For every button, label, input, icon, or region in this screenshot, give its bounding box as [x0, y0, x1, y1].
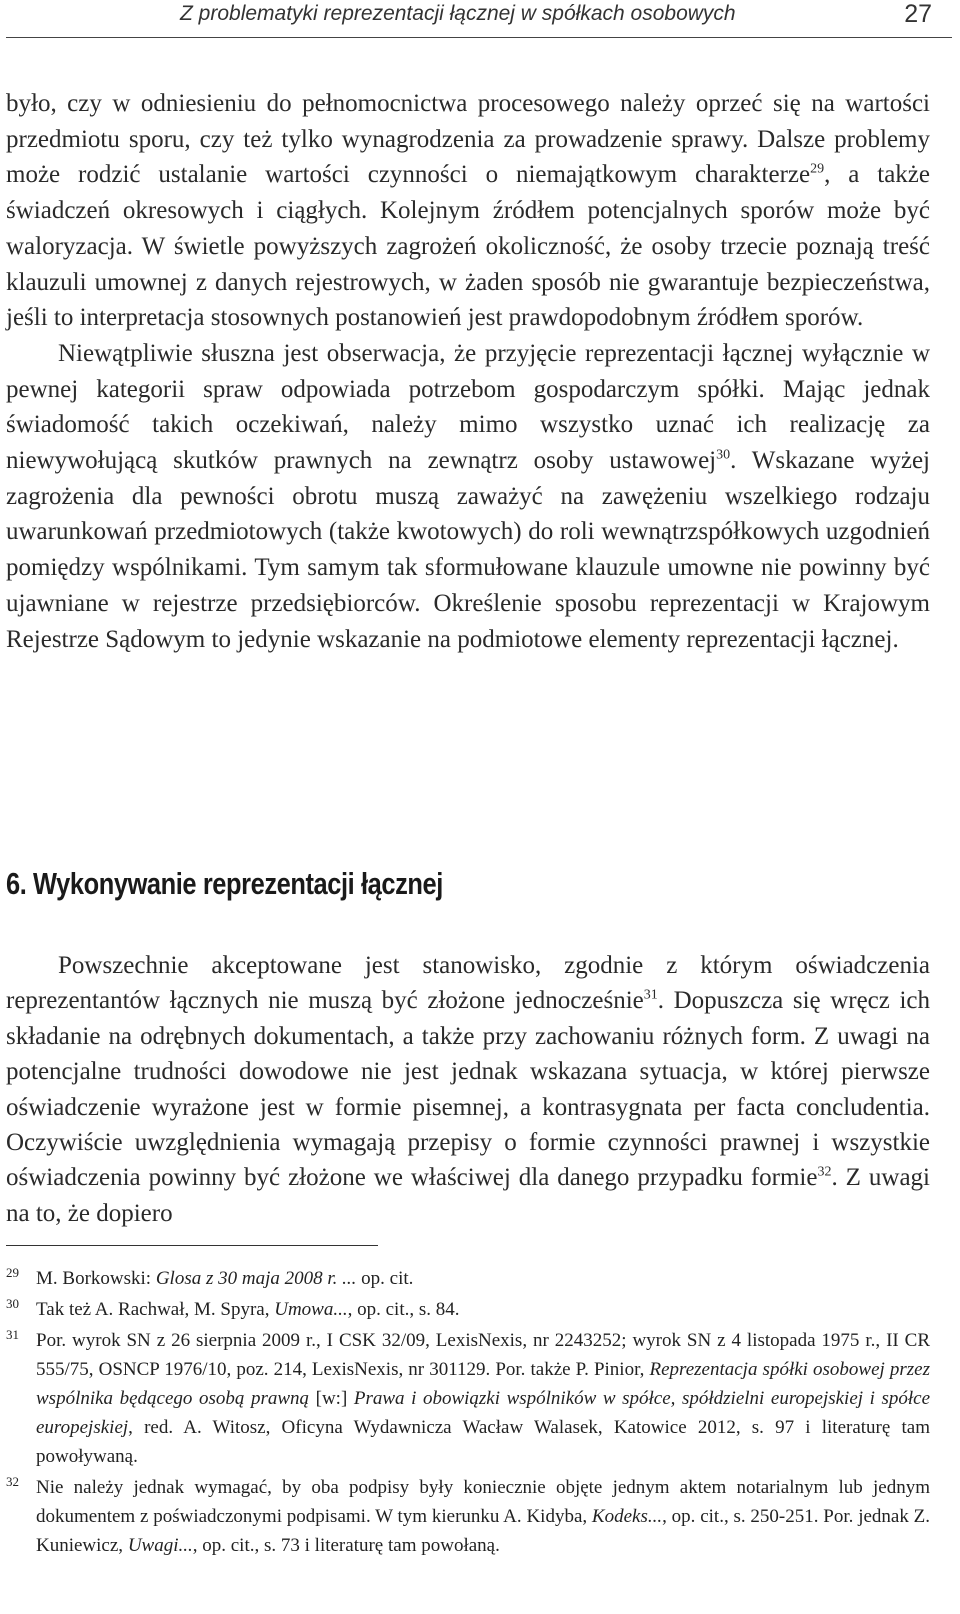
footnote-text: , op. cit., s. 250-251. Por. jednak Z. Kuniewicz, [36, 1506, 930, 1556]
paragraph-text: było, czy w odniesieniu do pełnomocnictwa procesowego należy oprzeć się na wartości przedmiotu sporu, czy też tylko wynagrodzenia za prowadzenie sprawy. Dalsze problemy może rodzić ustalanie wartości czynności o niemajątkowym charakterze [6, 90, 930, 189]
footnote-separator [6, 1245, 378, 1246]
section-heading: 6. Wykonywanie reprezentacji łącznej [6, 866, 443, 901]
running-header [0, 0, 960, 40]
paragraph-text: , a także świadczeń okresowych i ciągłych. Kolejnym źródłem potencjalnych sporów może być waloryzacja. W świetle powyższych zagrożeń okoliczność, że osoby trzecie poznają treść klauzuli umownej z danych rejestrowych, w żaden sposób nie gwarantuje bezpieczeństwa, jeśli to interpretacja stosownych postanowień jest prawdopodobnym źródłem sporów. [6, 161, 930, 332]
paragraph-text: . Dopuszcza się wręcz ich składanie na odrębnych dokumentach, a także przy zachowaniu różnych form. Z uwagi na potencjalne trudności dowodowe nie jest jednak wskazana sytuacja, w której pierwsze oświadczenie wyrażone jest w formie pisemnej, a kontrasygnata per facta concludentia. Oczywiście uwzględnienia wymagają przepisy o formie czynności prawnej i wszystkie oświadczenia powinny być złożone we właściwej dla danego przypadku formie [6, 987, 931, 1192]
footnote-text: op. cit. [356, 1268, 414, 1289]
footnote-ref: 32 [817, 1165, 832, 1181]
running-title: Z problematyki reprezentacji łącznej w spółkach osobowych [180, 2, 736, 25]
footnote [6, 1326, 930, 1471]
footnote-number: 30 [6, 1296, 19, 1311]
footnote-italic: Kodeks... [591, 1506, 663, 1527]
footnote-italic: Umowa... [274, 1299, 348, 1320]
paragraph-text: . Wskazane wyżej zagrożenia dla pewności obrotu muszą zaważyć na zawężeniu wszelkiego rodzaju uwarunkowań przedmiotowych (także kwotowych) do roli wewnątrzspółkowych uzgodnień pomiędzy wspólnikami. Tym samym tak sformułowane klauzule umowne nie powinny być ujawniane w rejestrze przedsiębiorców. Określenie sposobu reprezentacji w Krajowym Rejestrze Sądowym to jedynie wskazanie na podmiotowe elementy reprezentacji łącznej. [6, 447, 931, 653]
footnotes [6, 1264, 930, 1562]
footnote [6, 1264, 930, 1293]
footnote [6, 1473, 930, 1560]
footnote-text: M. Borkowski: [36, 1268, 156, 1289]
footnote-italic: Glosa z 30 maja 2008 r. ... [155, 1268, 357, 1289]
page-number: 27 [904, 0, 932, 28]
footnote-ref: 30 [716, 447, 731, 463]
paragraph [6, 336, 930, 657]
footnote-ref: 31 [643, 988, 658, 1004]
footnote-text: [w:] [309, 1388, 354, 1409]
footnote-text: Tak też A. Rachwał, M. Spyra, [36, 1299, 275, 1320]
footnote-number: 29 [6, 1265, 19, 1280]
footnote-text: , red. A. Witosz, Oficyna Wydawnicza Wacław Walasek, Katowice 2012, s. 97 i literaturę tam powoływaną. [36, 1417, 930, 1467]
paragraph [6, 948, 930, 1231]
paragraph-text: . Z uwagi na to, że dopiero [6, 1164, 930, 1227]
body-text-block-2 [6, 948, 930, 1231]
header-rule [6, 37, 952, 38]
paragraph-text: Niewątpliwie słuszna jest obserwacja, że przyjęcie reprezentacji łącznej wyłącznie w pewnej kategorii spraw odpowiada potrzebom gospodarczym spółki. Mając jednak świadomość takich oczekiwań, należy mimo wszystko uznać ich realizację za niewywołującą skutków prawnych na zewnątrz osoby ustawowej [6, 339, 930, 475]
paragraph-text: Powszechnie akceptowane jest stanowisko, zgodnie z którym oświadczenia reprezentantów łącznych nie muszą być złożone jednocześnie [6, 952, 930, 1015]
paragraph [6, 86, 930, 336]
footnote-text: Nie należy jednak wymagać, by oba podpisy były koniecznie objęte jednym aktem notarialnym lub jednym dokumentem z poświadczonymi podpisami. W tym kierunku A. Kidyba, [36, 1477, 930, 1527]
footnote [6, 1295, 930, 1324]
footnote-italic: Reprezentacja spółki osobowej przez wspólnika będącego osobą prawną [36, 1359, 930, 1409]
footnote-text: , op. cit., s. 73 i literaturę tam powołaną. [192, 1535, 500, 1556]
footnote-italic: Uwagi... [127, 1535, 193, 1556]
body-text-block-1 [6, 86, 930, 657]
footnote-italic: Prawa i obowiązki wspólników w spółce, spółdzielni europejskiej i spółce europejskiej [36, 1388, 931, 1438]
footnote-ref: 29 [810, 162, 825, 178]
footnote-text: , op. cit., s. 84. [347, 1299, 460, 1320]
footnote-number: 31 [6, 1327, 19, 1342]
footnote-number: 32 [6, 1474, 19, 1489]
footnote-text: Por. wyrok SN z 26 sierpnia 2009 r., I CSK 32/09, LexisNexis, nr 2243252; wyrok SN z 4 listopada 1975 r., II CR 555/75, OSNCP 1976/10, poz. 214, LexisNexis, nr 301129. Por. także P. Pinior, [36, 1330, 930, 1380]
